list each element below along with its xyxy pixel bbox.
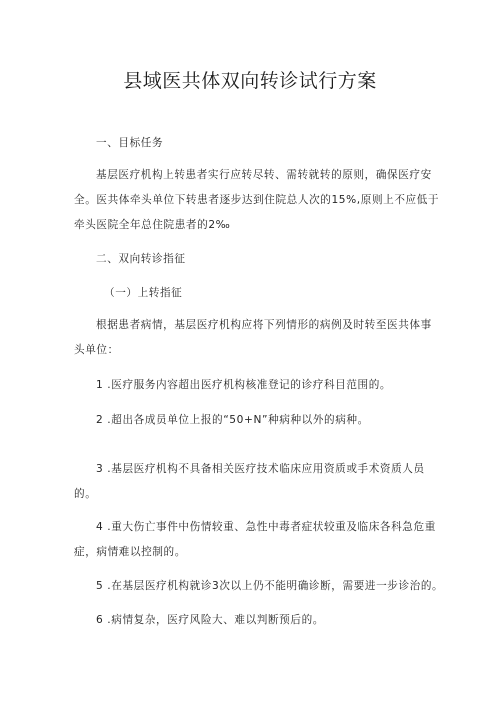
list-item: 4 .重大伤亡事件中伤情较重、急性中毒者症状较重及临床各科急危重: [96, 521, 436, 533]
list-item-continuation: 症，病情难以控制的。: [74, 546, 186, 558]
section-heading-indications: 二、双向转诊指征: [96, 253, 186, 265]
list-item: 6 .病情复杂，医疗风险大、难以判断预后的。: [96, 614, 324, 626]
document-title: 县域医共体双向转诊试行方案: [123, 70, 377, 92]
list-item-continuation: 的。: [74, 488, 97, 500]
paragraph-line: 头单位：: [74, 344, 119, 356]
list-item: 2 .超出各成员单位上报的“50+N”种病种以外的病种。: [96, 414, 369, 426]
list-item: 1 .医疗服务内容超出医疗机构核准登记的诊疗科目范围的。: [96, 379, 392, 391]
list-item: 3 .基层医疗机构不具备相关医疗技术临床应用资质或手术资质人员: [96, 463, 425, 475]
paragraph-line: 根据患者病情，基层医疗机构应将下列情形的病例及时转至医共体事: [96, 319, 432, 331]
subsection-heading-upward: （一）上转指征: [104, 287, 183, 299]
paragraph-line: 全。医共体牵头单位下转患者逐步达到住院总人次的15%,原则上不应低于: [74, 194, 440, 206]
paragraph-line: 基层医疗机构上转患者实行应转尽转、需转就转的原则，确保医疗安: [96, 169, 432, 181]
paragraph-line: 牵头医院全年总住院患者的2‰: [74, 219, 231, 231]
section-heading-goals: 一、目标任务: [96, 137, 164, 149]
list-item: 5 .在基层医疗机构就诊3次以上仍不能明确诊断，需要进一步诊治的。: [96, 580, 444, 592]
